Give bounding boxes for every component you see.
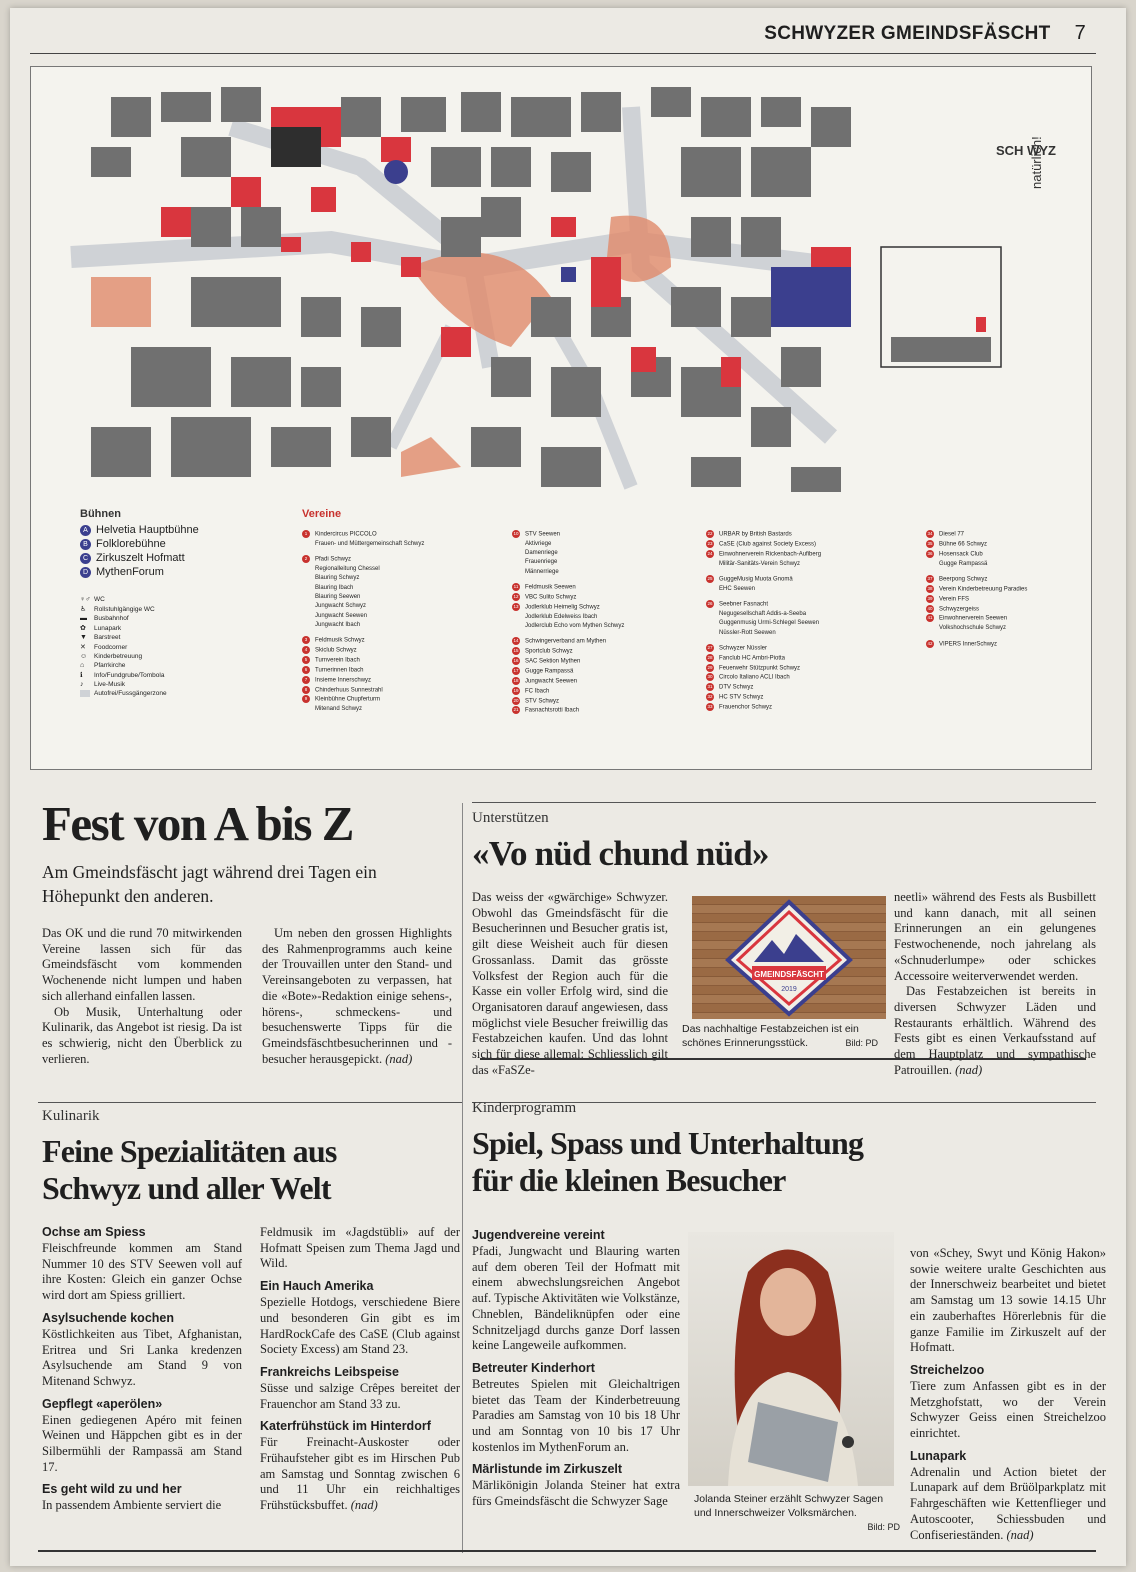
kids-title-line-2: für die kleinen Besucher (472, 1162, 786, 1198)
stage-b-badge: B (80, 539, 91, 550)
club-entry (302, 695, 424, 705)
food-title-line-1: Feine Spezialitäten aus (42, 1133, 337, 1169)
club-entry (302, 584, 424, 593)
club-entry (512, 647, 624, 657)
legend-accessible-wc: ♿ Rollstuhlgängige WC (80, 605, 155, 613)
club-name: SAC Sektion Mythen (525, 658, 581, 665)
club-number-badge: 21 (513, 707, 519, 713)
club-entry (512, 687, 624, 697)
club-number-badge: 37 (927, 575, 933, 581)
club-entry (302, 602, 424, 611)
support-sign: (nad) (955, 1062, 983, 1077)
bus-icon: ▬ (80, 615, 87, 622)
club-entry (706, 619, 821, 628)
club-name: GuggeMusig Muota Gnomä (719, 576, 793, 583)
club-entry (302, 593, 424, 602)
club-entry (302, 656, 424, 666)
club-entry (512, 697, 624, 707)
club-name: STV Schwyz (525, 698, 560, 705)
club-number-badge: 33 (707, 704, 713, 710)
club-name: Sportclub Schwyz (525, 648, 573, 655)
club-entry (512, 677, 624, 687)
club-entry (926, 614, 1027, 624)
church-icon: ⌂ (80, 662, 85, 669)
kids-s4-text: Tiere zum Anfassen gibt es in der Metzghofstatt, wo der Verein Schwyzer Geiss einen Streichelzoo einrichtet. (910, 1378, 1106, 1441)
club-name: Frauenriege (525, 559, 558, 566)
rule-support-bottom (480, 1058, 1086, 1060)
club-number-badge: 13 (513, 603, 519, 609)
club-entry (706, 644, 821, 654)
stage-d-name: MythenForum (96, 566, 164, 578)
club-entry (512, 593, 624, 603)
club-entry (302, 666, 424, 676)
clubs-title: Vereine (302, 508, 342, 520)
food-s4-cont: Feldmusik im «Jagdstübli» auf der Hofmatt Speisen zum Thema Jagd und Wild. (260, 1225, 460, 1271)
legend-pedestrian-zone: Autofrei/Fussgängerzone (80, 690, 280, 697)
support-col-1: Das weiss der «gwärchige» Schwyzer. Obwohl das Gmeindsfäscht für die Besucherinnen und Besucher gratis ist, gilt diese Weisheit auch für diesen Grossanlass. Damit das grösste Volksfest der Region auch für die Kasse ein voller Erfolg wird, sind die Organisatoren darauf angewiesen, dass möglichst viele Besucher freiwillig das Festabzeichen kaufen. Und das lohnt sich für diese allemal: Schliesslich gilt das «FaSZe- (472, 890, 668, 1077)
club-name: Militär-Sanitäts-Verein Schwyz (719, 560, 801, 567)
club-entry (302, 621, 424, 630)
club-entry (512, 603, 624, 613)
club-number-badge: 6 (302, 666, 310, 674)
support-col-3 (894, 890, 1096, 1078)
page-number: 7 (1074, 22, 1086, 44)
food-s2-text: Köstlichkeiten aus Tibet, Afghanistan, Eritrea und Sri Lanka kredenzen Asylsuchende am Stand 9 von Mitenand Schwyz. (42, 1326, 242, 1388)
stage-c-name: Zirkuszelt Hofmatt (96, 552, 185, 564)
wc-icon: ♀♂ (80, 596, 91, 603)
food-s7-head: Katerfrühstück im Hinterdorf (260, 1419, 431, 1434)
club-number-badge: 3 (302, 636, 310, 644)
header-rule (30, 53, 1096, 54)
column-divider (462, 803, 463, 1553)
club-name: Schwingerverband am Mythen (525, 638, 607, 645)
club-entry (706, 560, 821, 569)
club-entry (926, 585, 1027, 595)
club-entry (302, 646, 424, 656)
fest-col-1-p1: Das OK und die rund 70 mitwirkenden Vereine lassen sich für das Gmeindsfäscht vom kommenden Wochenende nicht lumpen und haben sich allerhand einfallen lassen. (42, 926, 242, 1003)
club-entry (302, 686, 424, 696)
club-name: FC Ibach (525, 688, 550, 695)
club-name: Bühne 66 Schwyz (939, 541, 988, 548)
club-entry (512, 622, 624, 631)
legend-wc: ♀♂ WC (80, 596, 105, 603)
club-name: Schwyzergeiss (939, 606, 980, 613)
club-name: Chinderhuus Sunnestrahl (315, 687, 383, 694)
food-col-2 (260, 1225, 460, 1514)
stage-c-badge: C (80, 553, 91, 564)
club-name: Pfadi Schwyz (315, 556, 352, 563)
clubs-column-2 (512, 530, 624, 716)
club-name: Aktivriege (525, 540, 552, 547)
club-name: URBAR by British Bastards (719, 531, 792, 538)
club-number-badge: 40 (927, 605, 933, 611)
festival-badge-photo (692, 896, 886, 1019)
kids-s2-head: Betreuter Kinderhort (472, 1360, 595, 1375)
club-number-badge: 22 (707, 531, 713, 536)
club-number-badge: 28 (707, 654, 713, 660)
club-number-badge: 16 (513, 658, 519, 664)
legend-church: ⌂ Pfarrkirche (80, 662, 126, 669)
stage-d (80, 566, 280, 578)
club-entry (512, 558, 624, 567)
club-entry (302, 565, 424, 574)
kids-s3-head: Märlistunde im Zirkuszelt (472, 1462, 623, 1477)
club-entry (706, 693, 821, 703)
club-number-badge: 25 (707, 575, 713, 581)
kids-s3-text: Märlikönigin Jolanda Steiner hat extra fürs Gmeindsfäscht die Schwyzer Sage (472, 1478, 680, 1509)
club-entry (926, 575, 1027, 585)
kids-sign: (nad) (1006, 1527, 1034, 1542)
club-entry (512, 540, 624, 549)
club-name: Seebner Fasnacht (719, 601, 769, 608)
club-entry (926, 560, 1027, 569)
food-s6-text: Süsse und salzige Crêpes bereitet der Frauenchor am Stand 33 zu. (260, 1380, 460, 1411)
page-header (764, 22, 1086, 45)
club-entry (302, 555, 424, 565)
club-name: Beerpong Schwyz (939, 576, 988, 583)
club-name: Damenriege (525, 550, 558, 557)
club-entry (706, 600, 821, 610)
stage-c (80, 552, 280, 564)
legend-info: ℹ Info/Fundgrube/Tombola (80, 671, 165, 679)
club-number-badge: 2 (302, 555, 310, 563)
club-number-badge: 17 (513, 667, 519, 673)
club-name: Insieme Innerschwyz (315, 677, 372, 684)
club-number-badge: 1 (302, 530, 310, 538)
kids-caption (694, 1492, 900, 1534)
club-entry (706, 575, 821, 585)
kids-s5-head: Lunapark (910, 1448, 967, 1463)
club-name: Einwohnerverein Seewen (939, 616, 1008, 622)
kids-title-line-1: Spiel, Spass und Unterhaltung (472, 1125, 864, 1161)
club-entry (706, 654, 821, 664)
newspaper-page (10, 8, 1126, 1566)
food-s4-text: In passendem Ambiente serviert die (42, 1498, 222, 1513)
club-name: Gugge Rampassä (939, 560, 988, 567)
kids-s2-text: Betreutes Spielen mit Gleichaltrigen bietet das Team der Kinderbetreuung Paradies am Samstag von 10 bis 18 Uhr und am Sonntag von 10 bis 17 Uhr kostenlos im MythenForum an. (472, 1376, 680, 1454)
club-name: Hosensack Club (939, 551, 983, 558)
rule-food-top (38, 1102, 462, 1103)
article-fest (42, 798, 452, 1067)
club-entry (706, 550, 821, 560)
stage-b (80, 538, 280, 550)
club-name: CaSE (Club against Society Excess) (719, 541, 817, 548)
club-entry (512, 657, 624, 667)
bar-icon: ▼ (80, 634, 87, 641)
support-col-3-p1: neetli» während des Fests als Busbillett und kann danach, mit all seinen Erinnerungen an ein gelungenes Festwochenende, noch jahrelang als «Schnuderlumpe» oder schickes Accessoire weiterverwendet werden. (894, 890, 1096, 983)
club-entry (706, 610, 821, 619)
map-legend (80, 508, 1080, 758)
club-name: VIPERS InnerSchwyz (939, 641, 998, 648)
clubs-column-3 (706, 530, 821, 713)
section-title: SCHWYZER GMEINDSFÄSCHT (764, 23, 1051, 44)
club-entry (926, 540, 1027, 550)
club-name: Frauenchor Schwyz (719, 704, 773, 711)
club-name: Jodlerklub Heimelig Schwyz (525, 604, 600, 611)
club-name: Nüssler-Rott Seewen (719, 629, 776, 636)
kids-s1-text: Pfadi, Jungwacht und Blauring warten auf dem oberen Teil der Hofmatt mit einem abwechslungsreichen Angebot auf. Typische Aktivitäten wie Volkstänze, Chneblen, Bändeliknüpfen oder eine Schnitzeljagd durchs ganze Dorf lassen keine Langeweile aufkommen. (472, 1244, 680, 1353)
club-name: Volkshochschule Schwyz (939, 625, 1007, 632)
club-number-badge: 11 (513, 584, 519, 590)
club-name: Negugesellschaft Addis-a-Seeba (719, 610, 807, 617)
support-col-3-p2: Das Festabzeichen ist bereits in diversen Schwyzer Läden und Restaurants erhältlich. Während des Fests gibt es einen Verkaufsstand auf dem Hauptplatz und sympathische Patrouillen. (894, 984, 1096, 1077)
club-name: Schwyzer Nüssler (719, 645, 768, 652)
stage-a-name: Helvetia Hauptbühne (96, 524, 199, 536)
childcare-icon: ☺ (80, 653, 88, 660)
kids-s1-head: Jugendvereine vereint (472, 1228, 605, 1242)
wheelchair-icon: ♿ (80, 606, 87, 613)
club-number-badge: 23 (707, 540, 713, 546)
club-name: Männerriege (525, 568, 559, 575)
club-entry (302, 530, 424, 540)
food-s7-text (260, 1435, 460, 1514)
club-number-badge: 41 (927, 615, 933, 621)
club-number-badge: 9 (302, 695, 310, 703)
club-number-badge: 36 (927, 550, 933, 556)
club-number-badge: 8 (302, 686, 310, 694)
club-number-badge: 26 (707, 601, 713, 607)
club-name: Jodlerklub Edelweiss Ibach (525, 613, 598, 620)
food-s2-head: Asylsuchende kochen (42, 1310, 174, 1325)
club-number-badge: 7 (302, 676, 310, 684)
food-icon: ✕ (80, 644, 86, 651)
club-entry (512, 667, 624, 677)
club-entry (512, 583, 624, 593)
club-name: HC STV Schwyz (719, 694, 764, 701)
food-s7-text-body: Für Freinacht-Auskoster oder Frühaufsteher gibt es im Hirschen Pub am Samstag und Sonntag zwischen 6 und 11 Uhr ein reichhaltiges Frühstücksbuffet. (260, 1435, 460, 1513)
club-number-badge: 18 (513, 677, 519, 683)
kids-s3-cont: von «Schey, Swyt und König Hakon» sowie weitere uralte Geschichten aus der Innerschweiz bearbeitet und bietet am Samstag um 13 sowie 14.15 Uhr ein zauberhaftes Hörerlebnis für die ganze Familie im Zirkuszelt auf der Hofmatt. (910, 1246, 1106, 1355)
legend-live-music: ♪ Live-Musik (80, 681, 126, 688)
kids-col-1 (472, 1228, 680, 1510)
club-name: Gugge Rampassä (525, 668, 574, 675)
stage-b-name: Folklorebühne (96, 538, 166, 550)
fest-lead: Am Gmeindsfäscht jagt während drei Tagen ein Höhepunkt den anderen. (42, 862, 377, 906)
legend-stages (80, 508, 280, 699)
fest-sign: (nad) (385, 1051, 413, 1066)
club-name: Skiclub Schwyz (315, 647, 357, 654)
club-entry (926, 530, 1027, 540)
club-name: Jungwacht Seewen (525, 678, 578, 685)
club-number-badge: 42 (927, 640, 933, 646)
music-icon: ♪ (80, 681, 84, 688)
article-food (42, 1108, 460, 1514)
club-name: Frauen- und Müttergemeinschaft Schwyz (315, 540, 425, 547)
club-name: Blauring Schwyz (315, 575, 360, 582)
club-name: Turnerinnen Ibach (315, 667, 364, 674)
club-entry (926, 550, 1027, 560)
club-name: Circolo Italiano ACLI Ibach (719, 675, 790, 682)
club-name: Jodlerclub Echo vom Mythen Schwyz (525, 622, 625, 629)
club-entry (512, 530, 624, 540)
club-name: EHC Seewen (719, 585, 756, 592)
food-sign: (nad) (350, 1498, 378, 1513)
clubs-column-1 (302, 530, 424, 715)
food-col-1 (42, 1225, 242, 1514)
club-entry (512, 613, 624, 622)
info-icon: ℹ (80, 672, 83, 679)
club-name: STV Seewen (525, 531, 561, 538)
kids-caption-text: Jolanda Steiner erzählt Schwyzer Sagen und Innerschweizer Volksmärchen. (694, 1493, 884, 1519)
support-credit: Bild: PD (845, 1038, 878, 1048)
club-name: Turnverein Ibach (315, 657, 360, 664)
club-number-badge: 15 (513, 648, 519, 654)
club-name: Feldmusik Schwyz (315, 637, 365, 644)
legend-childcare: ☺ Kinderbetreuung (80, 653, 143, 660)
club-number-badge: 4 (302, 646, 310, 654)
club-entry (706, 585, 821, 594)
club-entry (926, 640, 1027, 650)
club-number-badge: 10 (513, 531, 519, 536)
kids-s5-text (910, 1465, 1106, 1544)
club-entry (706, 629, 821, 638)
club-name: Fanclub HC Ambri-Piotta (719, 655, 786, 662)
map-logo: SCH WYZ (996, 143, 1056, 158)
club-name: Kleinbühne Chupferturm (315, 696, 381, 703)
club-number-badge: 31 (707, 684, 713, 690)
legend-foodcorner: ✕ Foodcorner (80, 643, 128, 651)
club-entry (512, 568, 624, 577)
club-name: Regionalleitung Chessel (315, 566, 380, 573)
club-name: Jungwacht Ibach (315, 621, 361, 628)
club-entry (302, 676, 424, 686)
club-name: DTV Schwyz (719, 684, 754, 691)
kids-kicker: Kinderprogramm (472, 1100, 577, 1116)
kids-credit: Bild: PD (867, 1522, 900, 1532)
food-title (42, 1133, 460, 1207)
support-caption (682, 1022, 878, 1050)
club-entry (926, 595, 1027, 605)
club-name: Feuerwehr Stützpunkt Schwyz (719, 665, 801, 672)
lunapark-icon: ✿ (80, 625, 86, 632)
fest-title: Fest von A bis Z (42, 796, 353, 851)
fest-col-2-text: Um neben den grossen Highlights des Rahmenprogramms auch keine der Trouvaillen unter den Stand- und Vereinsangeboten zu verpassen, hat die «Bote»-Redaktion einige sehens-, hörens-, schmeckens- und besuchenswerte Tipps für die Gmeindsfäschtbesucherinnen und -besucher herausgepickt. (262, 926, 452, 1066)
food-s1-head: Ochse am Spiess (42, 1225, 146, 1239)
kids-title (472, 1125, 1104, 1199)
club-number-badge: 12 (513, 593, 519, 599)
club-number-badge: 35 (927, 540, 933, 546)
food-s6-head: Frankreichs Leibspeise (260, 1364, 399, 1379)
fest-col-1-p2: Ob Musik, Unterhaltung oder Kulinarik, das Angebot ist riesig. Da ist es schwierig, nicht den Überblick zu verlieren. (42, 1004, 242, 1066)
food-s4-head: Es geht wild zu und her (42, 1482, 182, 1497)
club-number-badge: 24 (707, 550, 713, 556)
food-s5-head: Ein Hauch Amerika (260, 1279, 374, 1294)
club-number-badge: 34 (927, 531, 933, 536)
club-entry (706, 703, 821, 713)
club-number-badge: 19 (513, 687, 519, 693)
club-entry (512, 706, 624, 716)
food-s1-text: Fleischfreunde kommen am Stand Nummer 10 des STV Seewen voll auf ihre Kosten: Gleich ein ganzer Ochse wird dort am Spiess grilliert. (42, 1241, 242, 1303)
map-logo-tagline: natürlich! (1029, 136, 1044, 189)
rule-support-top (472, 802, 1096, 803)
club-entry (302, 574, 424, 583)
club-name: VBC Sulito Schwyz (525, 594, 577, 601)
portrait-photo (688, 1232, 894, 1486)
club-entry (706, 683, 821, 693)
stage-d-badge: D (80, 567, 91, 578)
badge-year: 2019 (781, 986, 797, 993)
club-number-badge: 30 (707, 674, 713, 680)
club-entry (706, 540, 821, 550)
club-name: Mitenand Schwyz (315, 706, 363, 713)
legend-lunapark: ✿ Lunapark (80, 624, 122, 632)
club-name: Guggenmusig Urmi-Schlegel Seewen (719, 620, 820, 627)
club-name: Feldmusik Seewen (525, 584, 576, 591)
rule-page-bottom (38, 1550, 1096, 1552)
club-name: Verein FFS (939, 596, 970, 603)
legend-barstreet: ▼ Barstreet (80, 634, 121, 641)
kids-s4-head: Streichelzoo (910, 1362, 985, 1377)
fest-col-1 (42, 926, 242, 1067)
food-title-line-2: Schwyz und aller Welt (42, 1170, 331, 1206)
support-caption-text: Das nachhaltige Festabzeichen ist ein schönes Erinnerungsstück. (682, 1023, 859, 1049)
club-entry (706, 530, 821, 540)
club-name: Jungwacht Seewen (315, 612, 368, 619)
badge-text: GMEINDSFÄSCHT (754, 970, 824, 979)
club-number-badge: 39 (927, 595, 933, 601)
club-name: Verein Kinderbetreuung Paradies (939, 586, 1028, 593)
kids-s5-text-body: Adrenalin und Action bietet der Lunapark auf dem Brüölparkplatz mit Fahrgeschäften wie Kettenflieger und Autoscooter, Schiessbuden und Confiserieständen. (910, 1464, 1106, 1542)
club-entry (302, 636, 424, 646)
clubs-column-4 (926, 530, 1027, 649)
club-number-badge: 32 (707, 694, 713, 700)
club-entry (706, 664, 821, 674)
support-kicker: Unterstützen (472, 810, 549, 826)
club-name: Diesel 77 (939, 531, 965, 538)
club-number-badge: 20 (513, 697, 519, 703)
club-name: Blauring Seewen (315, 593, 361, 600)
map-drawing (31, 67, 1091, 497)
club-number-badge: 29 (707, 664, 713, 670)
club-entry (302, 705, 424, 714)
club-number-badge: 38 (927, 585, 933, 591)
club-entry (302, 540, 424, 549)
badge-graphic (692, 896, 886, 1019)
support-title: «Vo nüd chund nüd» (472, 834, 769, 873)
zone-swatch-icon (80, 690, 90, 697)
club-number-badge: 5 (302, 656, 310, 664)
stage-a-badge: A (80, 525, 91, 536)
fest-col-2 (262, 926, 452, 1067)
stages-title: Bühnen (80, 508, 121, 520)
stage-a (80, 524, 280, 536)
club-entry (302, 612, 424, 621)
kids-col-3 (910, 1246, 1106, 1543)
club-name: Blauring Ibach (315, 584, 354, 591)
club-number-badge: 27 (707, 644, 713, 650)
club-name: Fasnachtsrotti Ibach (525, 707, 580, 714)
club-entry (926, 624, 1027, 633)
food-s3-head: Gepflegt «aperölen» (42, 1396, 163, 1411)
legend-bus: ▬ Busbahnhof (80, 615, 129, 622)
food-kicker: Kulinarik (42, 1108, 100, 1124)
club-entry (512, 549, 624, 558)
club-entry (512, 637, 624, 647)
club-entry (706, 673, 821, 683)
food-s5-text: Spezielle Hotdogs, verschiedene Biere und besonderen Gin gibt es im HardRockCafe des CaSE (Club against Society Excess) am Stand 23. (260, 1295, 460, 1357)
article-kids (472, 1100, 1106, 1542)
club-number-badge: 14 (513, 638, 519, 644)
food-s3-text: Einen gediegenen Apéro mit feinen Weinen und Häppchen gibt es in der Silbermühli der Rampassä am Stand 17. (42, 1412, 242, 1474)
club-name: Jungwacht Schwyz (315, 603, 367, 610)
club-name: Einwohnerverein Rickenbach-Aufiberg (719, 551, 822, 558)
club-name: Kindercircus PICCOLO (315, 531, 377, 538)
portrait-graphic (688, 1232, 894, 1486)
club-entry (926, 605, 1027, 615)
